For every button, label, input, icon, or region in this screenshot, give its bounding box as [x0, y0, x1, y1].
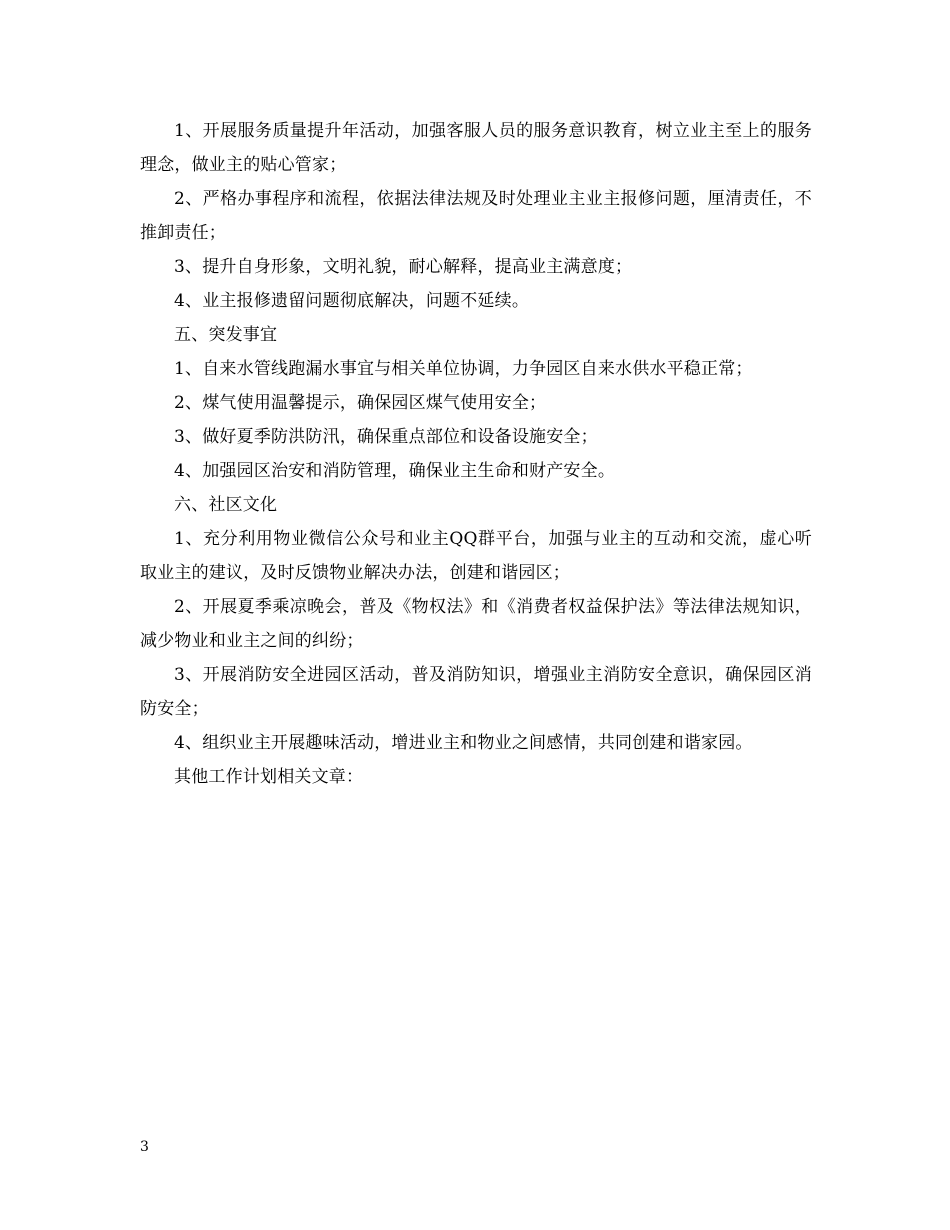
document-body [140, 114, 812, 794]
section-heading: 五、突发事宜 [174, 325, 278, 345]
paragraph: 1、自来水管线跑漏水事宜与相关单位协调，力争园区自来水供水平稳正常； [174, 359, 753, 379]
paragraph: 2、严格办事程序和流程，依据法律法规及时处理业主业主报修问题，厘清责任，不推卸责任； [140, 189, 812, 243]
page-number: 3 [140, 1139, 149, 1155]
paragraph: 4、加强园区治安和消防管理，确保业主生命和财产安全。 [174, 461, 616, 481]
paragraph: 4、业主报修遗留问题彻底解决，问题不延续。 [174, 291, 530, 311]
paragraph: 3、提升自身形象，文明礼貌，耐心解释，提高业主满意度； [174, 257, 633, 277]
paragraph: 1、开展服务质量提升年活动，加强客服人员的服务意识教育，树立业主至上的服务理念，做业主的贴心管家； [140, 121, 812, 175]
paragraph: 2、煤气使用温馨提示，确保园区煤气使用安全； [174, 393, 547, 413]
paragraph: 3、开展消防安全进园区活动，普及消防知识，增强业主消防安全意识，确保园区消防安全； [140, 665, 812, 719]
paragraph: 4、组织业主开展趣味活动，增进业主和物业之间感情，共同创建和谐家园。 [174, 733, 753, 753]
paragraph: 1、充分利用物业微信公众号和业主QQ群平台，加强与业主的互动和交流，虚心听取业主的建议，及时反馈物业解决办法，创建和谐园区； [140, 529, 812, 583]
section-heading: 六、社区文化 [174, 495, 278, 515]
related-articles-label: 其他工作计划相关文章： [174, 767, 364, 787]
paragraph: 3、做好夏季防洪防汛，确保重点部位和设备设施安全； [174, 427, 598, 447]
paragraph: 2、开展夏季乘凉晚会，普及《物权法》和《消费者权益保护法》等法律法规知识，减少物业和业主之间的纠纷； [140, 597, 812, 651]
